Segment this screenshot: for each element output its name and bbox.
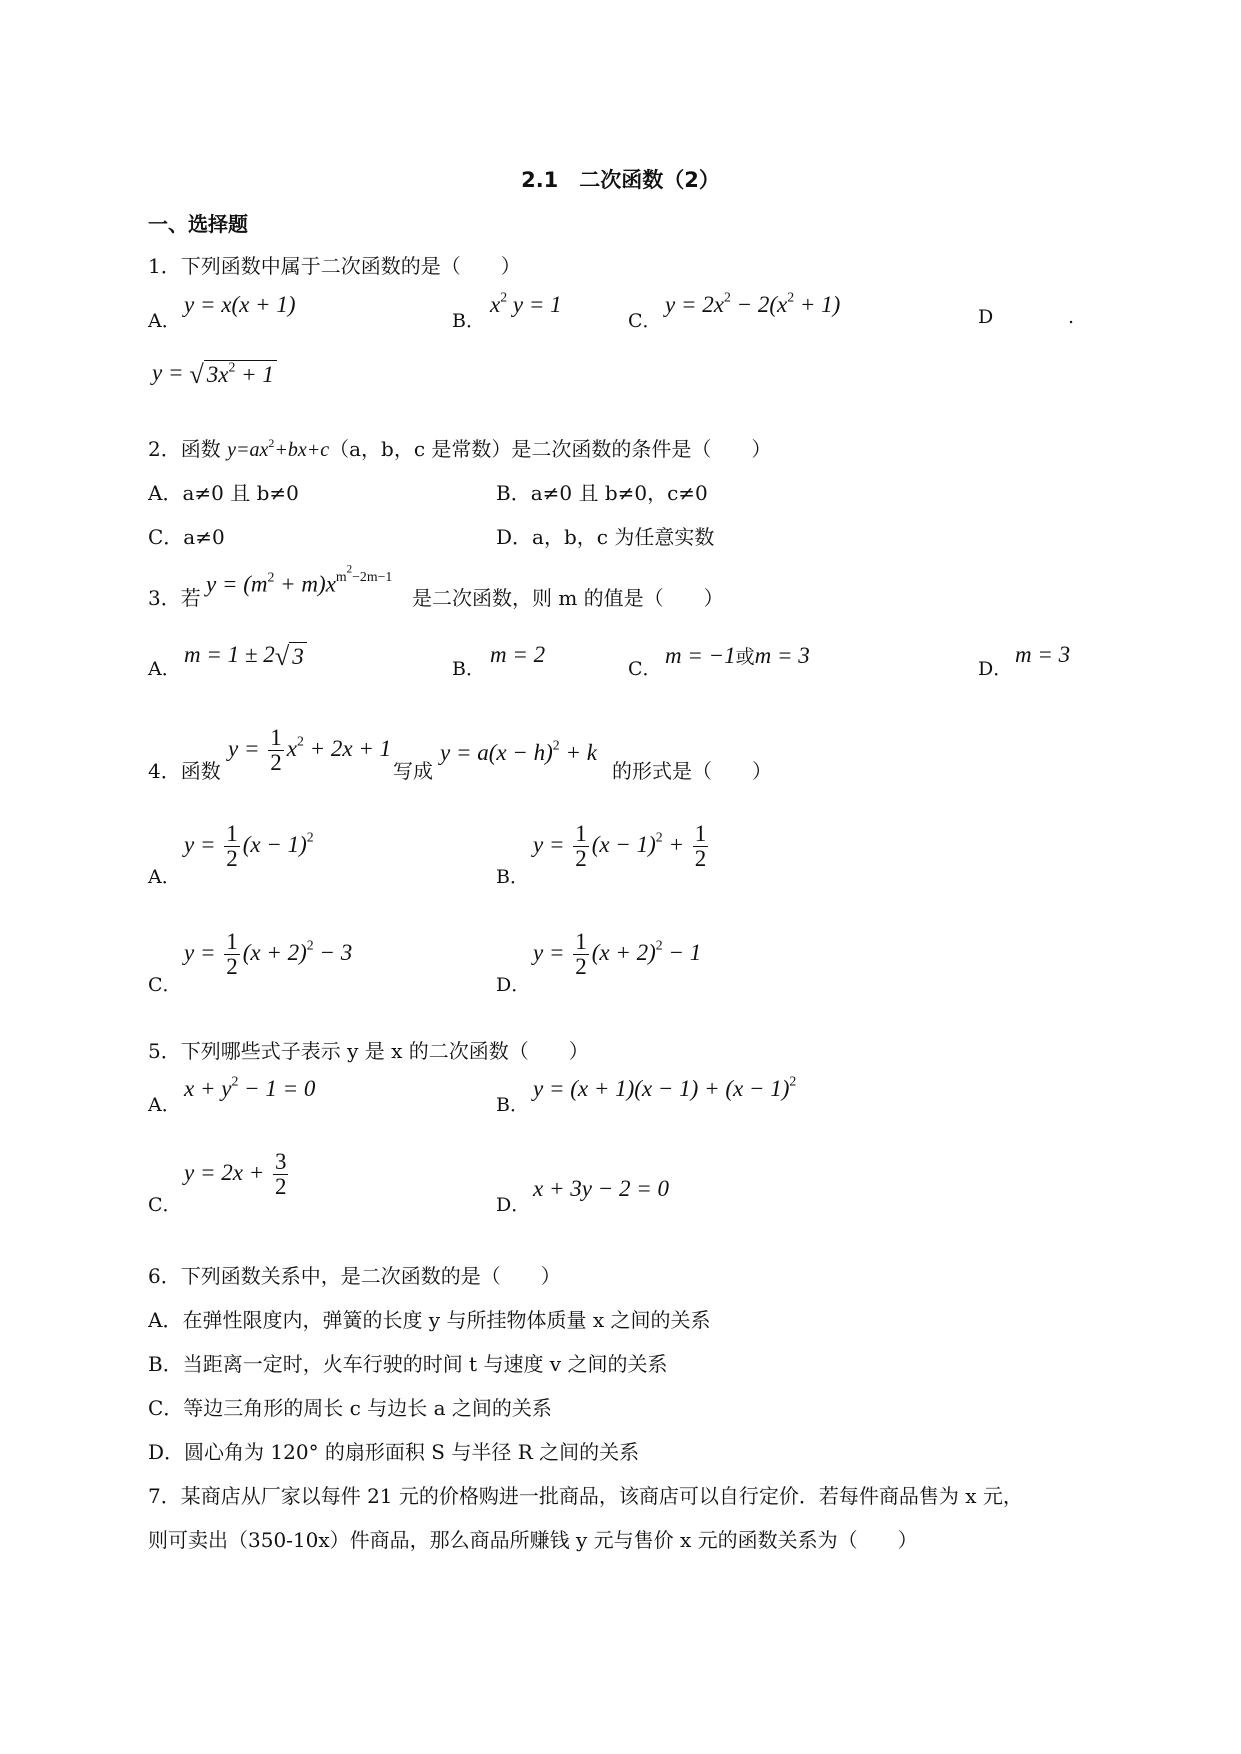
q3-option-a-formula: m = 1 ± 2 √ 3: [184, 642, 307, 671]
q2-option-c: C．a≠0: [148, 525, 225, 549]
q3-option-a-label: A．: [148, 658, 181, 680]
q1-option-d-label: D: [978, 306, 994, 328]
question-4-mid: 写成: [393, 759, 433, 783]
q4-option-a-formula: y = $\frac{1}{2}$ $(x - 1)^2$: [184, 821, 314, 872]
question-1-stem: 1．下列函数中属于二次函数的是（ ）: [148, 254, 521, 278]
q1-option-b-formula: $x^2$ y = 1: [490, 289, 562, 317]
q4-option-c-formula: y = $\frac{1}{2}$ $(x + 2)^2 - 3$: [184, 929, 353, 980]
q5-option-d-label: D．: [496, 1194, 531, 1216]
page-title: 2.1 二次函数（2）: [521, 168, 720, 192]
q1-option-b-label: B．: [452, 310, 485, 332]
q1-option-d-formula: y = √ $3x^2 + 1$: [152, 360, 277, 389]
q5-option-c-label: C．: [148, 1194, 182, 1216]
q3-option-d-formula: m = 3: [1015, 642, 1071, 667]
q3-option-d-label: D．: [978, 658, 1013, 680]
question-7-line-1: 7．某商店从厂家以每件 21 元的价格购进一批商品，该商店可以自行定价．若每件商品售为 x 元，: [148, 1484, 1023, 1508]
question-3-pre: 3．若: [148, 586, 201, 610]
q3-option-b-formula: m = 2: [490, 642, 546, 667]
question-3-post: 是二次函数，则 m 的值是（ ）: [412, 586, 724, 610]
question-2-stem: 2．函数 $y=ax^2+bx+c(a$，b，c 是常数）是二次函数的条件是（ ）: [148, 436, 772, 461]
q3-option-c-label: C．: [628, 658, 662, 680]
question-5-stem: 5．下列哪些式子表示 y 是 x 的二次函数（ ）: [148, 1039, 589, 1063]
q3-option-c-formula: m = −1或m = 3: [665, 643, 810, 668]
q3-option-b-label: B．: [452, 658, 485, 680]
q2-option-a: A．a≠0 且 b≠0: [148, 481, 299, 505]
q2-option-d: D．a，b，c 为任意实数: [496, 525, 715, 549]
section-heading: 一、选择题: [148, 212, 248, 236]
question-4-post: 的形式是（ ）: [612, 759, 772, 783]
q5-option-b-label: B．: [496, 1094, 529, 1116]
q4-option-d-formula: y = $\frac{1}{2}$ $(x + 2)^2 - 1$: [533, 929, 702, 980]
q1-option-a-label: A．: [148, 310, 181, 332]
q5-option-a-label: A．: [148, 1094, 181, 1116]
question-7-line-2: 则可卖出（350-10x）件商品，那么商品所赚钱 y 元与售价 x 元的函数关系为（ ）: [148, 1528, 918, 1552]
q5-option-b-formula: $y = (x + 1)(x - 1) + (x - 1)^2$: [533, 1073, 797, 1101]
q1-option-c-label: C．: [628, 310, 662, 332]
q6-option-b: B．当距离一定时，火车行驶的时间 t 与速度 v 之间的关系: [148, 1352, 668, 1376]
q6-option-c: C．等边三角形的周长 c 与边长 a 之间的关系: [148, 1396, 552, 1420]
q6-option-a: A．在弹性限度内，弹簧的长度 y 与所挂物体质量 x 之间的关系: [148, 1308, 711, 1332]
q4-option-a-label: A．: [148, 866, 181, 888]
q6-option-d: D．圆心角为 120° 的扇形面积 S 与半径 R 之间的关系: [148, 1440, 640, 1464]
q1-option-a-formula: y = x(x + 1): [184, 292, 296, 317]
q1-option-d-dot: .: [1068, 306, 1075, 328]
q2-option-b: B．a≠0 且 b≠0，c≠0: [496, 481, 708, 505]
q1-option-c-formula: $y = 2x^2 - 2(x^2 + 1)$: [665, 289, 841, 317]
q5-option-d-formula: x + 3y − 2 = 0: [533, 1176, 669, 1201]
question-4-pre: 4．函数: [148, 759, 221, 783]
q4-option-c-label: C．: [148, 974, 182, 996]
q4-formula-vertex-form: $y = a(x - h)^2 + k$: [440, 737, 597, 765]
q4-option-b-label: B．: [496, 866, 529, 888]
question-6-stem: 6．下列函数关系中，是二次函数的是（ ）: [148, 1264, 561, 1288]
q5-option-c-formula: y = 2x + $\frac{3}{2}$: [184, 1149, 287, 1200]
q3-formula: $y = (m^2 + m)x^{m^2-2m-1}$: [206, 564, 393, 597]
q4-option-d-label: D．: [496, 974, 531, 996]
q5-option-a-formula: $x + y^2 - 1 = 0$: [184, 1073, 316, 1101]
q4-option-b-formula: y = $\frac{1}{2}$ $(x - 1)^2$ + $\frac{1}{2}$: [533, 821, 707, 872]
q4-formula-given: y = $\frac{1}{2}$ $x^2 + 2x + 1$: [228, 725, 392, 776]
